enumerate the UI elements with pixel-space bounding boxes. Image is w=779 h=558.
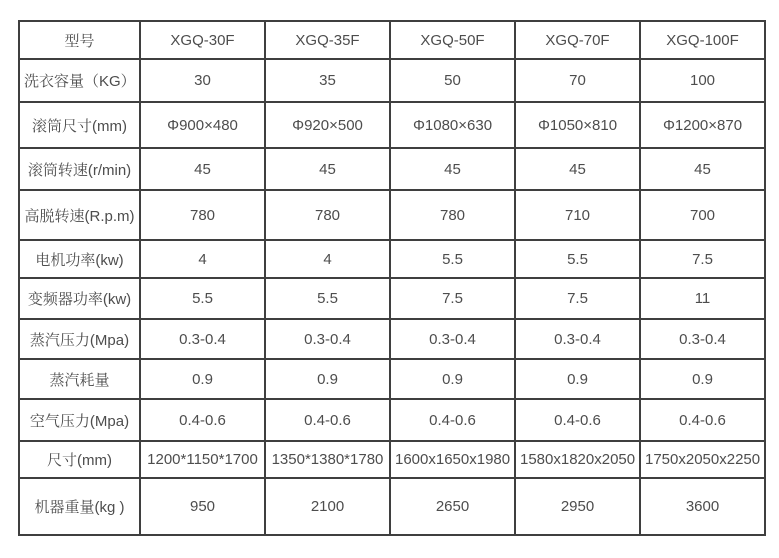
cell-value: 45 xyxy=(515,148,640,190)
row-label: 蒸汽耗量 xyxy=(19,359,140,399)
cell-value: 45 xyxy=(640,148,765,190)
cell-value: 1580x1820x2050 xyxy=(515,441,640,478)
row-label: 滚筒转速(r/min) xyxy=(19,148,140,190)
cell-value: 700 xyxy=(640,190,765,240)
cell-value: 4 xyxy=(265,240,390,278)
spec-table xyxy=(18,20,766,536)
cell-value: 0.4-0.6 xyxy=(265,399,390,441)
cell-value: 2650 xyxy=(390,478,515,535)
cell-value: 5.5 xyxy=(390,240,515,278)
cell-value: 710 xyxy=(515,190,640,240)
cell-value: 0.3-0.4 xyxy=(265,319,390,359)
cell-value: 0.4-0.6 xyxy=(640,399,765,441)
cell-value: 0.4-0.6 xyxy=(390,399,515,441)
table-row-air-pressure xyxy=(19,399,765,441)
cell-value: 2100 xyxy=(265,478,390,535)
cell-value: 2950 xyxy=(515,478,640,535)
row-label: 高脱转速(R.p.m) xyxy=(19,190,140,240)
cell-value: 4 xyxy=(140,240,265,278)
cell-value: 950 xyxy=(140,478,265,535)
cell-value: 0.9 xyxy=(640,359,765,399)
cell-value: 0.4-0.6 xyxy=(140,399,265,441)
row-label: 电机功率(kw) xyxy=(19,240,140,278)
cell-value: 45 xyxy=(265,148,390,190)
cell-value: 45 xyxy=(390,148,515,190)
cell-value: 7.5 xyxy=(390,278,515,319)
cell-value: 0.9 xyxy=(140,359,265,399)
cell-value: 5.5 xyxy=(265,278,390,319)
table-row-steam-consumption xyxy=(19,359,765,399)
header-cell-xgq-100f: XGQ-100F xyxy=(640,21,765,59)
table-row-spin-speed xyxy=(19,190,765,240)
header-cell-xgq-70f: XGQ-70F xyxy=(515,21,640,59)
table-row-steam-pressure xyxy=(19,319,765,359)
cell-value: Φ1080×630 xyxy=(390,102,515,148)
cell-value: Φ920×500 xyxy=(265,102,390,148)
cell-value: 0.3-0.4 xyxy=(515,319,640,359)
cell-value: 5.5 xyxy=(515,240,640,278)
cell-value: Φ1200×870 xyxy=(640,102,765,148)
cell-value: 5.5 xyxy=(140,278,265,319)
cell-value: 35 xyxy=(265,59,390,102)
row-label: 变频器功率(kw) xyxy=(19,278,140,319)
cell-value: 1750x2050x2250 xyxy=(640,441,765,478)
cell-value: 11 xyxy=(640,278,765,319)
cell-value: 780 xyxy=(140,190,265,240)
cell-value: 0.4-0.6 xyxy=(515,399,640,441)
cell-value: 1350*1380*1780 xyxy=(265,441,390,478)
row-label: 尺寸(mm) xyxy=(19,441,140,478)
cell-value: 45 xyxy=(140,148,265,190)
cell-value: 780 xyxy=(390,190,515,240)
table-row-drum-speed xyxy=(19,148,765,190)
row-label: 蒸汽压力(Mpa) xyxy=(19,319,140,359)
cell-value: 1600x1650x1980 xyxy=(390,441,515,478)
cell-value: 70 xyxy=(515,59,640,102)
table-row-motor-power xyxy=(19,240,765,278)
cell-value: 0.9 xyxy=(390,359,515,399)
table-row-drum-size xyxy=(19,102,765,148)
cell-value: 7.5 xyxy=(640,240,765,278)
cell-value: 100 xyxy=(640,59,765,102)
cell-value: 0.3-0.4 xyxy=(640,319,765,359)
cell-value: 0.9 xyxy=(515,359,640,399)
cell-value: 1200*1150*1700 xyxy=(140,441,265,478)
cell-value: 0.3-0.4 xyxy=(140,319,265,359)
cell-value-muted: 3600 xyxy=(640,478,765,535)
table-row-dimensions xyxy=(19,441,765,478)
table-row-inverter-power xyxy=(19,278,765,319)
header-row xyxy=(19,21,765,59)
cell-value: 30 xyxy=(140,59,265,102)
row-label: 空气压力(Mpa) xyxy=(19,399,140,441)
row-label: 滚筒尺寸(mm) xyxy=(19,102,140,148)
cell-value: 780 xyxy=(265,190,390,240)
row-label: 洗衣容量（KG） xyxy=(19,59,140,102)
cell-value: Φ1050×810 xyxy=(515,102,640,148)
header-cell-xgq-50f: XGQ-50F xyxy=(390,21,515,59)
cell-value: 0.9 xyxy=(265,359,390,399)
table-row-wash-capacity xyxy=(19,59,765,102)
cell-value: 7.5 xyxy=(515,278,640,319)
row-label: 机器重量(kg ) xyxy=(19,478,140,535)
header-cell-xgq-30f: XGQ-30F xyxy=(140,21,265,59)
header-cell-xgq-35f: XGQ-35F xyxy=(265,21,390,59)
cell-value: Φ900×480 xyxy=(140,102,265,148)
table-row-machine-weight xyxy=(19,478,765,535)
cell-value: 50 xyxy=(390,59,515,102)
cell-value: 0.3-0.4 xyxy=(390,319,515,359)
header-cell-model-label: 型号 xyxy=(19,21,140,59)
